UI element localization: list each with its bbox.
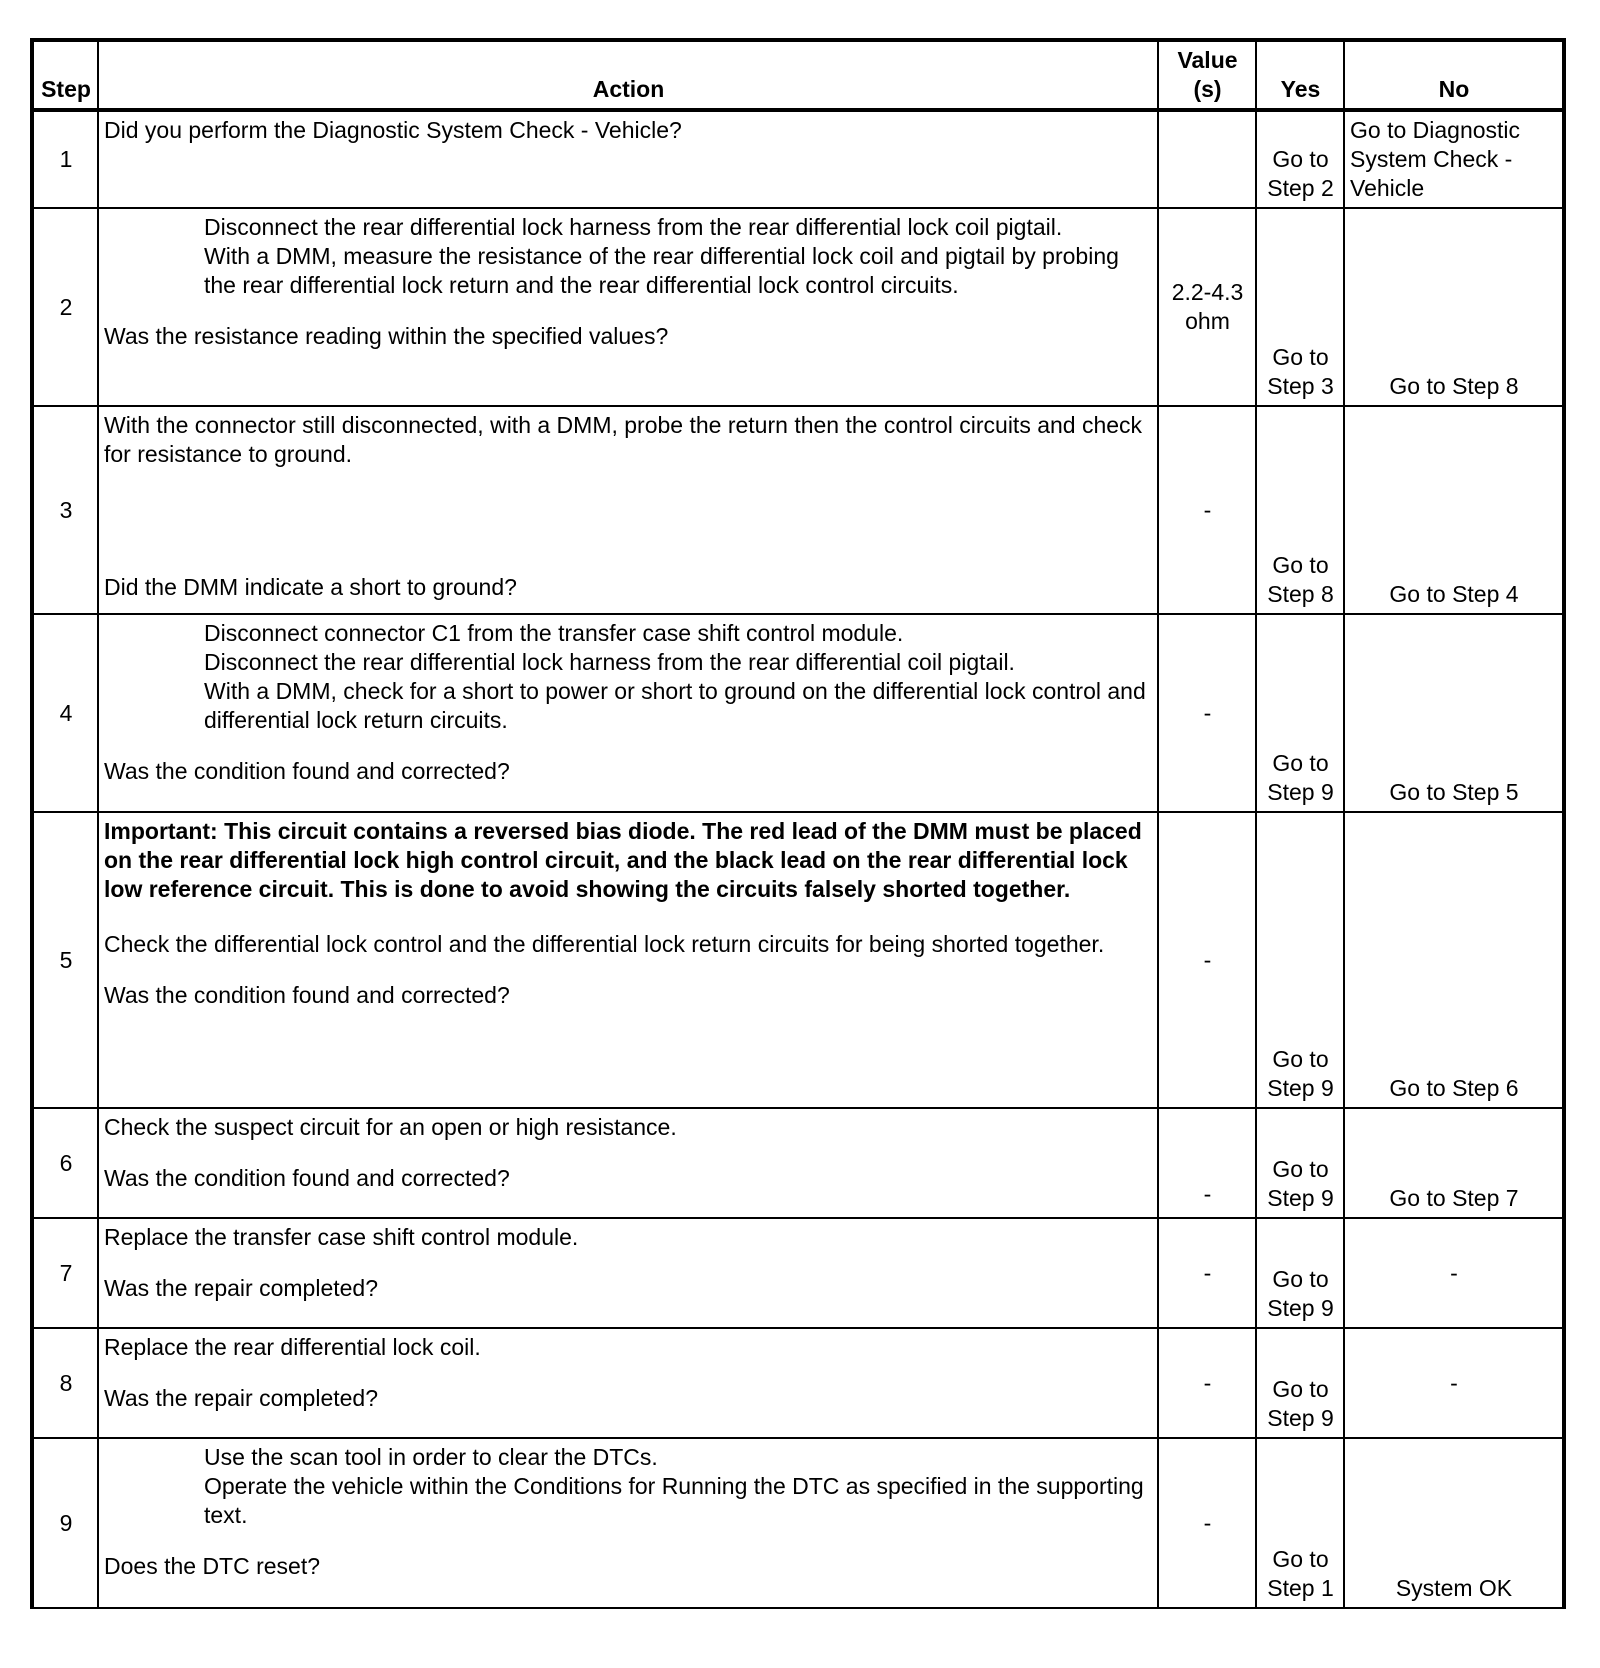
yes-cell: Go to Step 9: [1256, 614, 1344, 812]
yes-cell: Go to Step 2: [1256, 110, 1344, 208]
value-cell: -: [1158, 406, 1256, 614]
step-number: 8: [32, 1328, 98, 1438]
action-cell: [98, 1438, 1158, 1608]
important-note: Important: This circuit contains a reversed bias diode. The red lead of the DMM must be placed on the rear differential lock high control circuit, and the black lead on the rear differential lock low reference circuit. This is done to avoid showing the circuits falsely shorted together.: [104, 818, 1142, 902]
header-yes: Yes: [1256, 40, 1344, 110]
action-question: Was the condition found and corrected?: [104, 982, 510, 1008]
header-step: Step: [32, 40, 98, 110]
action-question: Did you perform the Diagnostic System Check - Vehicle?: [104, 117, 682, 143]
no-cell: Go to Diagnostic System Check - Vehicle: [1344, 110, 1564, 208]
table-row-step-9: [32, 1438, 1564, 1608]
action-question: Was the repair completed?: [104, 1385, 379, 1411]
action-cell: [98, 614, 1158, 812]
no-cell: Go to Step 4: [1344, 406, 1564, 614]
action-line: With a DMM, measure the resistance of the rear differential lock coil and pigtail by probing the rear differential lock return and the rear differential lock control circuits.: [204, 243, 1119, 298]
no-cell: Go to Step 6: [1344, 812, 1564, 1108]
no-cell: Go to Step 7: [1344, 1108, 1564, 1218]
action-question: Was the condition found and corrected?: [104, 1165, 510, 1191]
step-number: 2: [32, 208, 98, 406]
value-cell: -: [1158, 1108, 1256, 1218]
action-cell: [98, 1328, 1158, 1438]
action-question: Did the DMM indicate a short to ground?: [104, 574, 517, 600]
header-row: [32, 40, 1564, 110]
value-cell: -: [1158, 1438, 1256, 1608]
action-line: With a DMM, check for a short to power or short to ground on the differential lock control and differential lock return circuits.: [204, 678, 1146, 733]
action-line: Replace the rear differential lock coil.: [104, 1334, 481, 1360]
value-cell: 2.2-4.3 ohm: [1158, 208, 1256, 406]
action-cell: [98, 208, 1158, 406]
action-question: Was the condition found and corrected?: [104, 758, 510, 784]
table-row-step-8: [32, 1328, 1564, 1438]
table-row-step-2: [32, 208, 1564, 406]
action-line: Check the differential lock control and the differential lock return circuits for being shorted together.: [104, 931, 1105, 957]
step-number: 4: [32, 614, 98, 812]
table-row-step-4: [32, 614, 1564, 812]
yes-cell: Go to Step 9: [1256, 1328, 1344, 1438]
yes-cell: Go to Step 3: [1256, 208, 1344, 406]
header-action: Action: [98, 40, 1158, 110]
diagnostic-table: [30, 38, 1566, 1609]
no-cell: Go to Step 5: [1344, 614, 1564, 812]
value-cell: -: [1158, 812, 1256, 1108]
no-cell: System OK: [1344, 1438, 1564, 1608]
yes-cell: Go to Step 9: [1256, 1218, 1344, 1328]
action-cell: [98, 110, 1158, 208]
no-cell: Go to Step 8: [1344, 208, 1564, 406]
no-cell: -: [1344, 1218, 1564, 1328]
step-number: 3: [32, 406, 98, 614]
action-cell: [98, 812, 1158, 1108]
action-question: Was the repair completed?: [104, 1275, 379, 1301]
action-cell: [98, 1218, 1158, 1328]
action-question: Does the DTC reset?: [104, 1553, 321, 1579]
action-cell: [98, 1108, 1158, 1218]
step-number: 7: [32, 1218, 98, 1328]
value-cell: [1158, 110, 1256, 208]
action-line: Operate the vehicle within the Conditions for Running the DTC as specified in the supporting text.: [204, 1473, 1144, 1528]
value-cell: -: [1158, 1218, 1256, 1328]
table-row-step-3: [32, 406, 1564, 614]
action-question: Was the resistance reading within the specified values?: [104, 323, 669, 349]
action-line: Replace the transfer case shift control module.: [104, 1224, 579, 1250]
action-line: Disconnect the rear differential lock harness from the rear differential lock coil pigtail.: [204, 214, 1063, 240]
header-value: Value (s): [1158, 40, 1256, 110]
action-line: Disconnect connector C1 from the transfer case shift control module.: [204, 620, 904, 646]
yes-cell: Go to Step 9: [1256, 812, 1344, 1108]
value-cell: -: [1158, 614, 1256, 812]
action-line: Check the suspect circuit for an open or high resistance.: [104, 1114, 677, 1140]
step-number: 6: [32, 1108, 98, 1218]
action-line: Use the scan tool in order to clear the DTCs.: [204, 1444, 658, 1470]
action-cell: [98, 406, 1158, 614]
table-row-step-5: [32, 812, 1564, 1108]
action-line: Disconnect the rear differential lock harness from the rear differential coil pigtail.: [204, 649, 1015, 675]
step-number: 9: [32, 1438, 98, 1608]
yes-cell: Go to Step 8: [1256, 406, 1344, 614]
step-number: 5: [32, 812, 98, 1108]
header-no: No: [1344, 40, 1564, 110]
yes-cell: Go to Step 9: [1256, 1108, 1344, 1218]
action-line: With the connector still disconnected, with a DMM, probe the return then the control circuits and check for resistance to ground.: [104, 412, 1143, 467]
no-cell: -: [1344, 1328, 1564, 1438]
table-row-step-6: [32, 1108, 1564, 1218]
step-number: 1: [32, 110, 98, 208]
table-row-step-7: [32, 1218, 1564, 1328]
value-cell: -: [1158, 1328, 1256, 1438]
yes-cell: Go to Step 1: [1256, 1438, 1344, 1608]
table-row-step-1: [32, 110, 1564, 208]
